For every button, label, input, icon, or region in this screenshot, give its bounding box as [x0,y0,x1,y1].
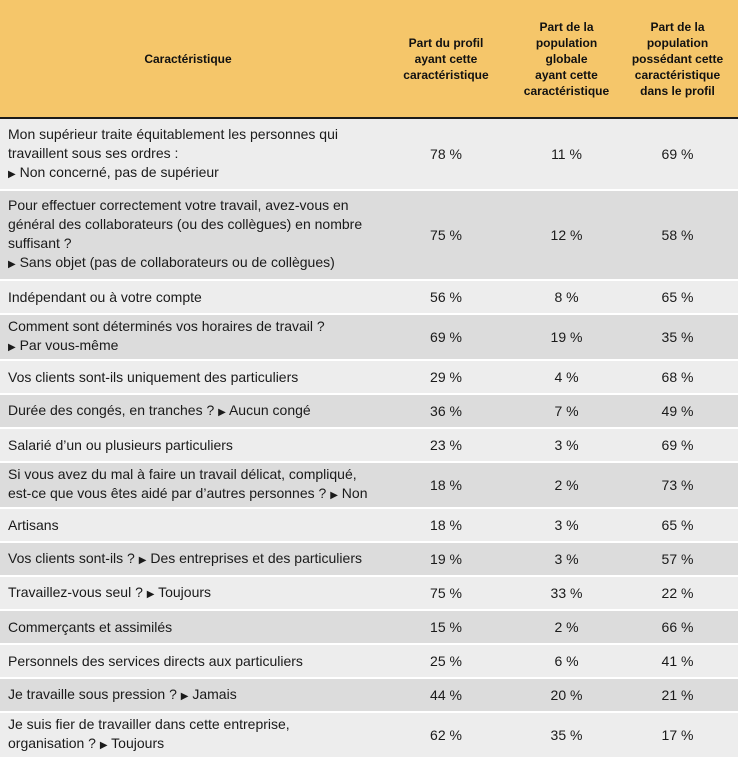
arrow-right-icon: ▶ [8,168,16,180]
population-share-cell: 4 % [516,360,617,394]
header-characteristic: Caractéristique [0,0,376,118]
population-in-profile-cell: 17 % [617,712,738,757]
table-row [0,360,738,394]
profile-share-cell: 25 % [376,644,516,678]
profile-share-cell: 15 % [376,610,516,644]
profile-share-cell: 56 % [376,280,516,314]
arrow-right-icon: ▶ [138,554,147,566]
profile-share-cell: 19 % [376,542,516,576]
population-share-cell: 3 % [516,542,617,576]
profile-share-cell: 44 % [376,678,516,712]
population-share-cell: 12 % [516,190,617,280]
profile-share-cell: 75 % [376,190,516,280]
arrow-right-icon: ▶ [8,342,16,353]
characteristic-cell: Je suis fier de travailler dans cette entreprise, organisation ? ▶ Toujours [0,712,376,757]
population-in-profile-cell: 35 % [617,314,738,360]
header-row [0,0,738,118]
population-share-cell: 33 % [516,576,617,610]
profile-share-cell: 75 % [376,576,516,610]
population-in-profile-cell: 41 % [617,644,738,678]
population-share-cell: 6 % [516,644,617,678]
population-in-profile-cell: 69 % [617,118,738,190]
characteristic-cell: Mon supérieur traite équitablement les personnes qui travaillent sous ses ordres : ▶ Non concerné, pas de supérieur [0,118,376,190]
characteristic-cell: Artisans [0,508,376,542]
table-row [0,542,738,576]
profile-share-cell: 78 % [376,118,516,190]
characteristic-cell: Commerçants et assimilés [0,610,376,644]
population-share-cell: 20 % [516,678,617,712]
characteristic-cell: Vos clients sont-ils uniquement des particuliers [0,360,376,394]
population-in-profile-cell: 73 % [617,462,738,508]
profile-share-cell: 36 % [376,394,516,428]
population-in-profile-cell: 21 % [617,678,738,712]
table-row [0,314,738,360]
characteristic-cell: Comment sont déterminés vos horaires de travail ? ▶ Par vous-même [0,314,376,360]
population-in-profile-cell: 68 % [617,360,738,394]
table-row [0,280,738,314]
population-in-profile-cell: 65 % [617,280,738,314]
population-in-profile-cell: 49 % [617,394,738,428]
profile-share-cell: 62 % [376,712,516,757]
header-population-share: Part de la population globale ayant cette caractéristique [516,0,617,118]
profile-share-cell: 69 % [376,314,516,360]
characteristic-cell: Travaillez-vous seul ? ▶ Toujours [0,576,376,610]
header-population-in-profile: Part de la population possédant cette caractéristique dans le profil [617,0,738,118]
population-share-cell: 35 % [516,712,617,757]
table-row [0,712,738,757]
arrow-right-icon: ▶ [218,406,226,418]
table-row [0,190,738,280]
table-row [0,118,738,190]
arrow-right-icon: ▶ [180,690,189,702]
population-share-cell: 8 % [516,280,617,314]
characteristic-cell: Salarié d’un ou plusieurs particuliers [0,428,376,462]
population-share-cell: 2 % [516,610,617,644]
population-share-cell: 3 % [516,508,617,542]
profile-share-cell: 18 % [376,508,516,542]
characteristic-cell: Durée des congés, en tranches ? ▶ Aucun congé [0,394,376,428]
header-profile-share: Part du profil ayant cette caractéristique [376,0,516,118]
table-row [0,644,738,678]
table-row [0,462,738,508]
characteristic-cell: Indépendant ou à votre compte [0,280,376,314]
population-share-cell: 2 % [516,462,617,508]
population-in-profile-cell: 22 % [617,576,738,610]
arrow-right-icon: ▶ [330,490,338,501]
characteristic-cell: Je travaille sous pression ? ▶ Jamais [0,678,376,712]
table-row [0,508,738,542]
arrow-right-icon: ▶ [8,259,16,270]
profile-share-cell: 18 % [376,462,516,508]
population-share-cell: 11 % [516,118,617,190]
table-row [0,394,738,428]
table-row [0,678,738,712]
table-row [0,428,738,462]
population-in-profile-cell: 57 % [617,542,738,576]
population-in-profile-cell: 65 % [617,508,738,542]
population-in-profile-cell: 66 % [617,610,738,644]
characteristic-cell: Pour effectuer correctement votre travail, avez-vous en général des collaborateurs (ou des collègues) en nombre suffisant ? ▶ Sans objet (pas de collaborateurs ou de collègues) [0,190,376,280]
characteristic-cell: Si vous avez du mal à faire un travail délicat, compliqué, est-ce que vous êtes aidé par d’autres personnes ? ▶ Non [0,462,376,508]
characteristic-cell: Personnels des services directs aux particuliers [0,644,376,678]
profile-share-cell: 23 % [376,428,516,462]
table-row [0,610,738,644]
table-row [0,576,738,610]
arrow-right-icon: ▶ [99,740,108,751]
population-in-profile-cell: 58 % [617,190,738,280]
characteristic-cell: Vos clients sont-ils ? ▶ Des entreprises et des particuliers [0,542,376,576]
population-in-profile-cell: 69 % [617,428,738,462]
population-share-cell: 7 % [516,394,617,428]
population-share-cell: 3 % [516,428,617,462]
population-share-cell: 19 % [516,314,617,360]
arrow-right-icon: ▶ [146,588,155,600]
profile-share-cell: 29 % [376,360,516,394]
